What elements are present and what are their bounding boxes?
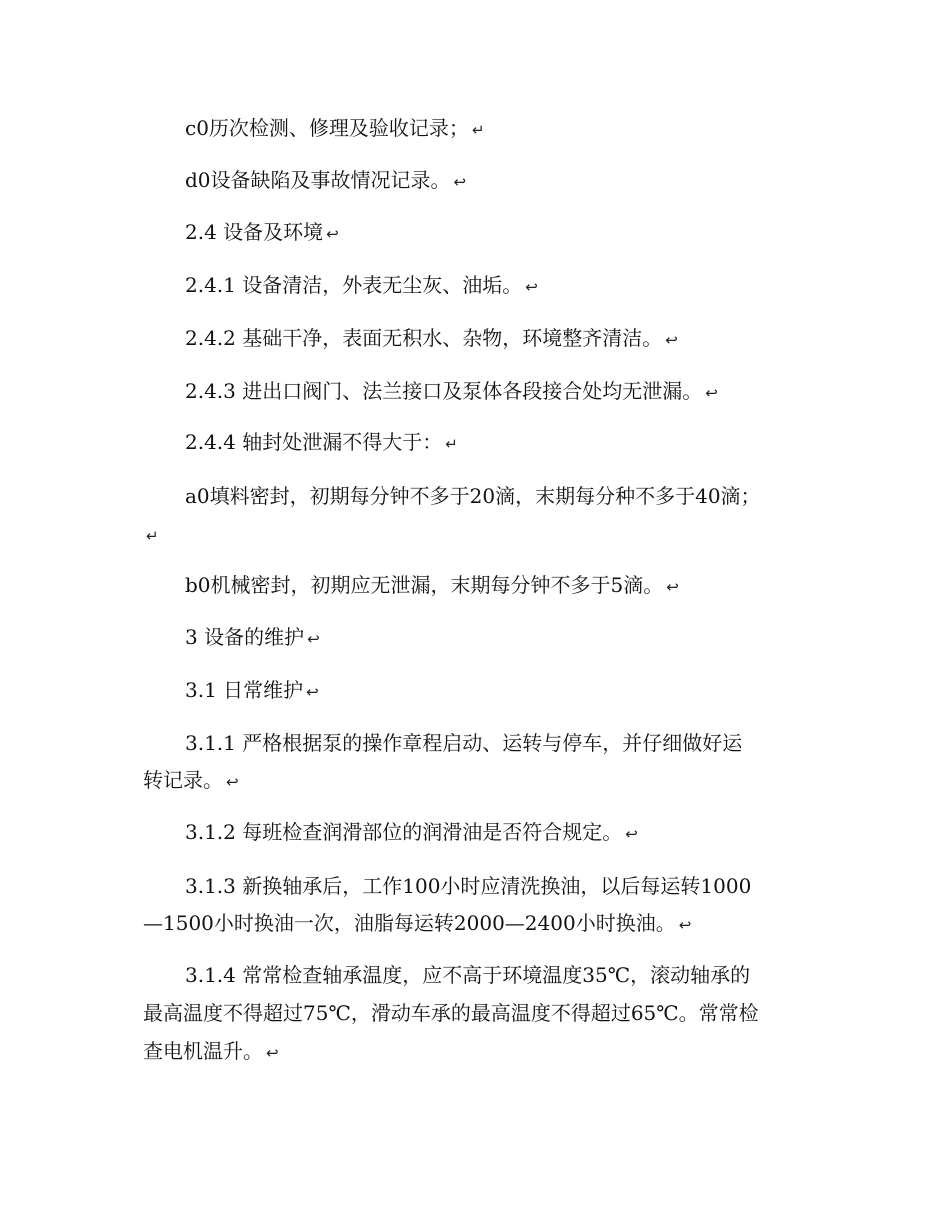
line-text: 最高温度不得超过75℃，滑动车承的最高温度不得超过65℃。常常检 <box>143 1001 759 1025</box>
paragraph-mark-icon: ↩ <box>307 629 320 648</box>
line-break-icon: ↵ <box>146 526 159 545</box>
line-text: 3.1 日常维护 <box>185 678 304 702</box>
line-text: 转记录。 <box>143 768 223 792</box>
paragraph-mark-icon: ↩ <box>666 577 679 596</box>
line-text: d0设备缺陷及事故情况记录。 <box>185 168 451 192</box>
paragraph-mark-icon: ↩ <box>705 383 718 402</box>
line-text: 3.1.4 常常检查轴承温度，应不高于环境温度35℃，滚动轴承的 <box>185 963 751 987</box>
text-line <box>185 963 750 987</box>
line-text: 2.4.3 进出口阀门、法兰接口及泵体各段接合处均无泄漏。 <box>185 379 703 403</box>
line-text: 2.4.4 轴封处泄漏不得大于： <box>185 430 443 454</box>
line-text: —1500小时换油一次，油脂每运转2000—2400小时换油。 <box>143 911 676 935</box>
paragraph-mark-icon: ↩ <box>665 330 678 349</box>
section-heading <box>185 220 339 246</box>
text-line <box>143 1039 279 1065</box>
text-line <box>185 116 485 142</box>
line-text: 查电机温升。 <box>143 1039 263 1063</box>
line-text: 2.4 设备及环境 <box>185 220 324 244</box>
section-heading <box>185 678 319 704</box>
paragraph-mark-icon: ↩ <box>678 915 692 934</box>
line-text: 3 设备的维护 <box>185 625 305 649</box>
line-text: c0历次检测、修理及验收记录； <box>185 116 469 140</box>
paragraph-mark-icon: ↩ <box>625 824 638 843</box>
line-text: 3.1.2 每班检查润滑部位的润滑油是否符合规定。 <box>185 820 623 844</box>
text-line <box>185 430 458 456</box>
text-line <box>143 911 691 937</box>
line-text: a0填料密封，初期每分钟不多于20滴，末期每分种不多于40滴； <box>185 484 761 508</box>
paragraph-mark-icon: ↩ <box>226 772 239 791</box>
paragraph-mark-icon: ↩ <box>326 224 339 243</box>
text-line <box>185 484 761 508</box>
text-line <box>143 1001 759 1025</box>
line-break-icon: ↵ <box>445 434 458 453</box>
text-line <box>143 768 239 794</box>
text-line <box>185 273 538 299</box>
paragraph-mark-icon: ↩ <box>453 172 467 191</box>
text-line <box>185 168 466 194</box>
text-line <box>185 731 742 755</box>
paragraph-mark-icon: ↩ <box>525 277 538 296</box>
line-break-icon: ↵ <box>471 120 485 139</box>
text-line <box>185 820 638 846</box>
line-text: b0机械密封，初期应无泄漏，末期每分钟不多于5滴。 <box>185 573 664 597</box>
text-line <box>185 326 678 352</box>
line-text: 3.1.3 新换轴承后，工作100小时应清洗换油，以后每运转1000 <box>185 874 752 898</box>
text-line <box>185 874 751 898</box>
paragraph-mark-icon: ↩ <box>306 682 319 701</box>
text-line <box>185 379 718 405</box>
section-heading <box>185 625 320 651</box>
text-line <box>185 573 679 599</box>
line-text: 3.1.1 严格根据泵的操作章程启动、运转与停车，并仔细做好运 <box>185 731 743 755</box>
line-text: 2.4.1 设备清洁，外表无尘灰、油垢。 <box>185 273 523 297</box>
text-line <box>143 522 159 548</box>
paragraph-mark-icon: ↩ <box>266 1043 279 1062</box>
line-text: 2.4.2 基础干净，表面无积水、杂物，环境整齐清洁。 <box>185 326 663 350</box>
